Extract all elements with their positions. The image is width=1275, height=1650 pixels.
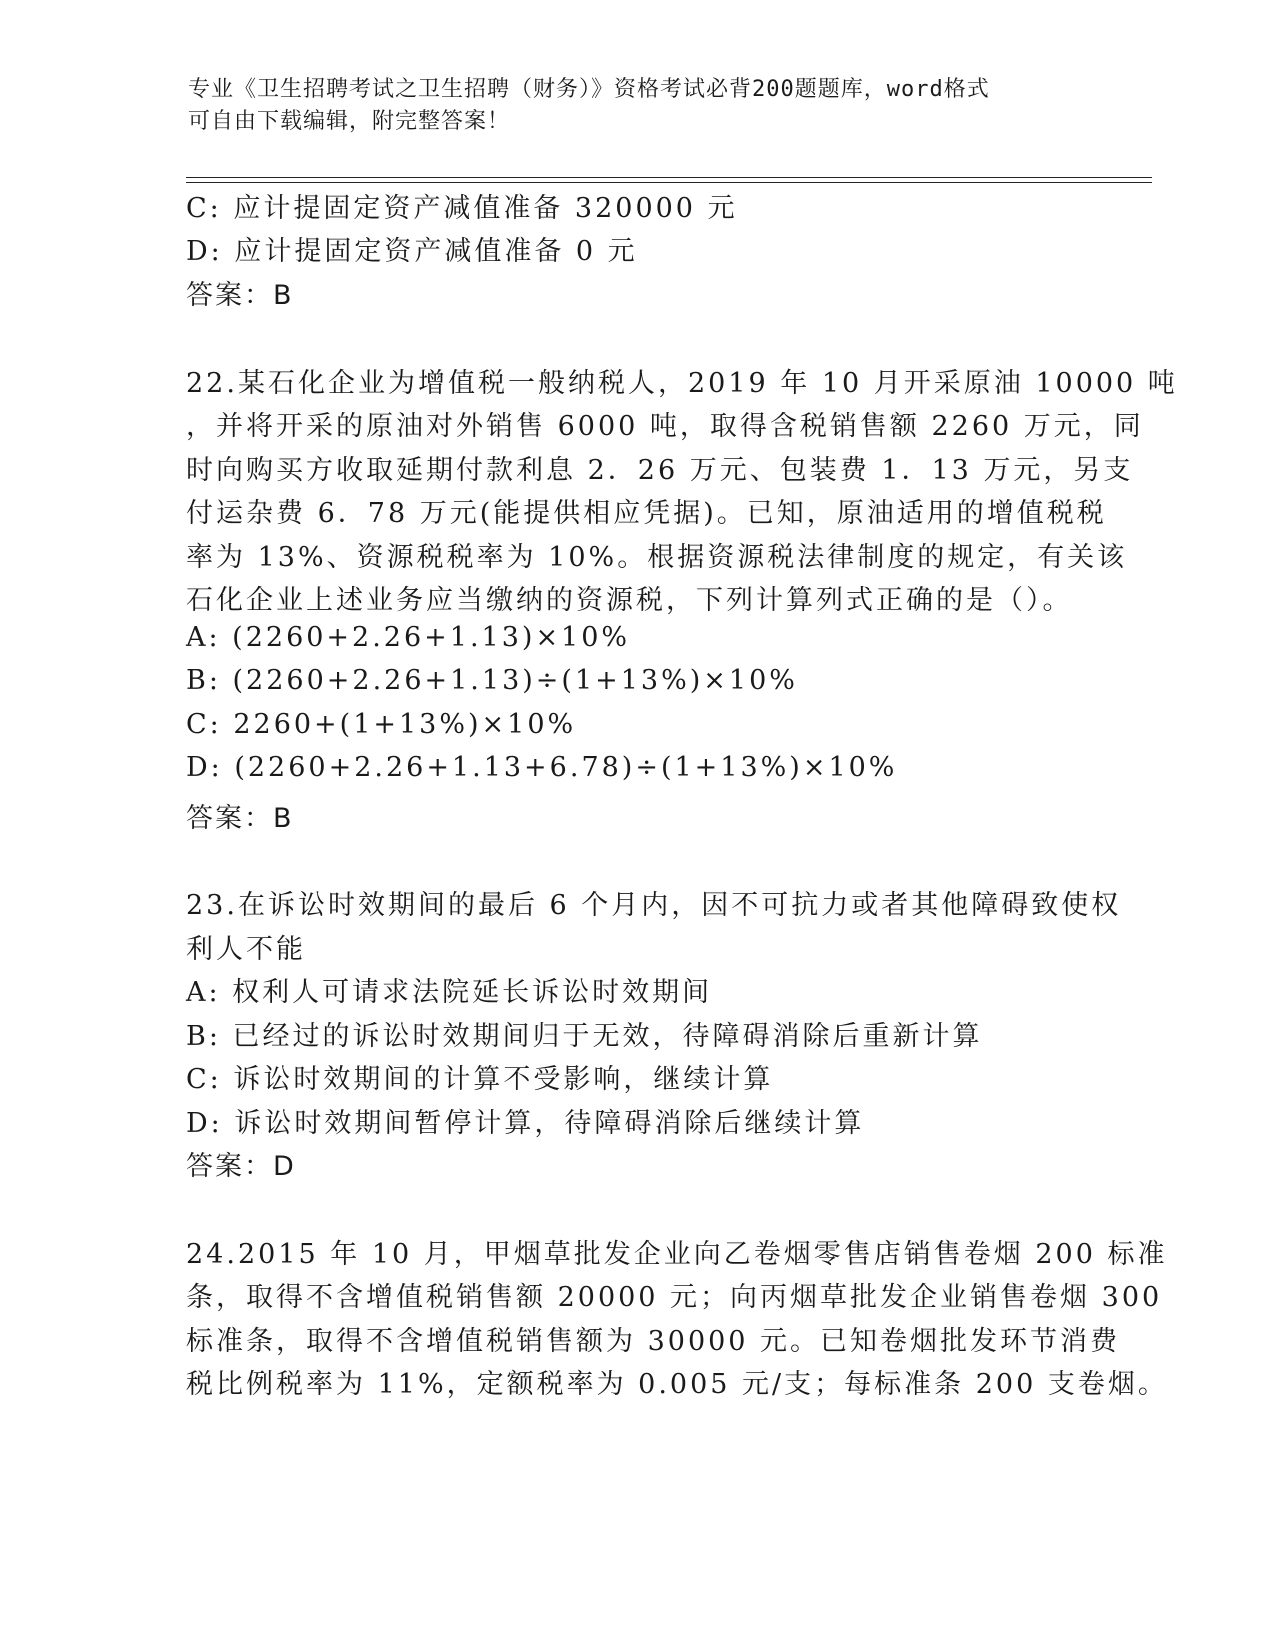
q22-answer: 答案：B [186,803,294,834]
header-title-line-1: 专业《卫生招聘考试之卫生招聘（财务）》资格考试必背200题题库，word格式 [188,77,990,102]
q23-stem-line: 利人不能 [186,934,306,965]
header-title-line-2: 可自由下载编辑，附完整答案！ [188,109,511,134]
q23-option-a: A: 权利人可请求法院延长诉讼时效期间 [186,977,713,1008]
q22-stem-line: ，并将开采的原油对外销售 6000 吨，取得含税销售额 2260 万元，同 [186,411,1144,442]
q23-option-b: B: 已经过的诉讼时效期间归于无效，待障碍消除后重新计算 [186,1021,983,1052]
q24-stem-line: 条，取得不含增值税销售额 20000 元；向丙烟草批发企业销售卷烟 300 [186,1282,1163,1313]
q22-option-c: C: 2260+(1+13%)×10% [186,709,577,740]
page-header [188,74,1068,138]
q22-option-d: D: (2260+2.26+1.13+6.78)÷(1+13%)×10% [186,752,898,783]
header-divider-top [186,177,1152,178]
q21-answer: 答案：B [186,280,294,311]
q24-stem-line: 税比例税率为 11%，定额税率为 0.005 元/支；每标准条 200 支卷烟。 [186,1369,1168,1400]
q21-option-c: C: 应计提固定资产减值准备 320000 元 [186,193,738,224]
header-divider-bottom [186,182,1152,183]
q22-stem-line: 付运杂费 6．78 万元(能提供相应凭据)。已知，原油适用的增值税税 [186,498,1107,529]
q24-stem-line: 标准条，取得不含增值税销售额为 30000 元。已知卷烟批发环节消费 [186,1326,1121,1357]
q23-stem-line: 23.在诉讼时效期间的最后 6 个月内，因不可抗力或者其他障碍致使权 [186,890,1122,921]
q22-stem-line: 石化企业上述业务应当缴纳的资源税，下列计算列式正确的是（）。 [186,585,1073,616]
q22-stem-line: 22.某石化企业为增值税一般纳税人，2019 年 10 月开采原油 10000 吨 [186,368,1178,399]
q24-stem-line: 24.2015 年 10 月，甲烟草批发企业向乙卷烟零售店销售卷烟 200 标准 [186,1239,1168,1270]
q21-option-d: D: 应计提固定资产减值准备 0 元 [186,236,638,267]
q22-stem-line: 率为 13%、资源税税率为 10%。根据资源税法律制度的规定，有关该 [186,542,1128,573]
q23-option-d: D: 诉讼时效期间暂停计算，待障碍消除后继续计算 [186,1108,865,1139]
q22-option-a: A: (2260+2.26+1.13)×10% [186,622,631,653]
q22-stem-line: 时向购买方收取延期付款利息 2．26 万元、包装费 1．13 万元，另支 [186,455,1134,486]
q23-option-c: C: 诉讼时效期间的计算不受影响，继续计算 [186,1064,774,1095]
q22-option-b: B: (2260+2.26+1.13)÷(1+13%)×10% [186,665,798,696]
q23-answer: 答案：D [186,1151,296,1182]
